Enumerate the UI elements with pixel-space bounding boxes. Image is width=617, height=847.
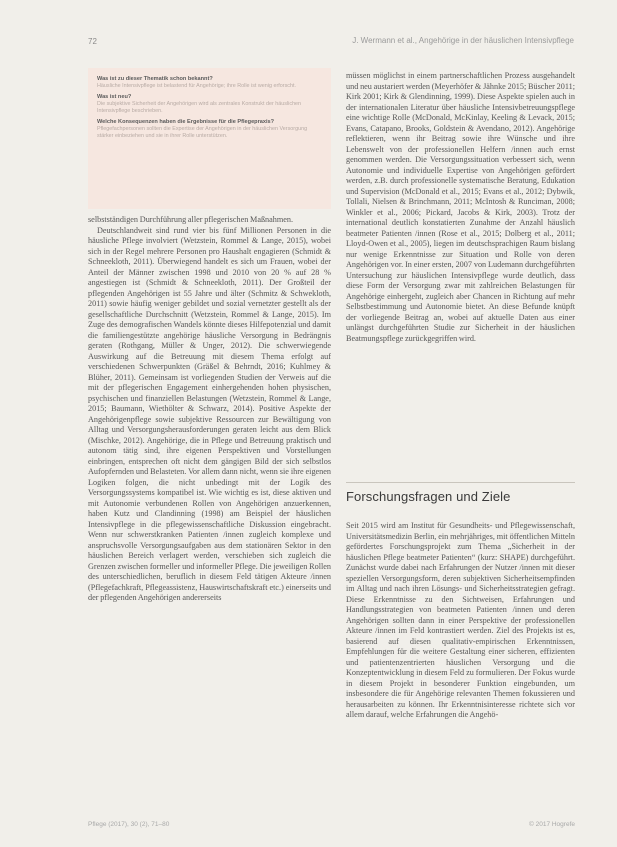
summary-infobox	[88, 68, 331, 209]
section-heading: Forschungsfragen und Ziele	[346, 489, 511, 504]
right-text-column-top	[346, 71, 575, 344]
infobox-answer: Die subjektive Sicherheit der Angehörigen wird als zentrales Konstrukt der häuslichen Intensivpflege beschrieben.	[97, 101, 302, 114]
infobox-answer: Häusliche Intensivpflege ist belastend für Angehörige; ihre Rolle ist wenig erforscht.	[97, 83, 296, 89]
body-paragraph: müssen möglichst in einem partnerschaftlichen Prozess ausgehandelt und neu austariert werden (Meyerhöfer & Jähnke 2015; Büscher 2011; Kirk 2001; Kirk & Glendinning, 1999). Diese Aspekte spielen auch in der internationalen Literatur über häusliche Intensivbetreuungspflege eine wichtige Rolle (McDonald, McKinlay, Keeling & Levack, 2015; Evans, Catapano, Brooks, Goldstein & Avendano, 2012). Angehörige reflektieren, wenn ihr Beitrag sowie ihre Wünsche und ihre Lebenswelt von der professionellen Helfern /innen auch ernst genommen werden. Die Versorgungssituation verbessert sich, wenn Autonomie und individuelle Expertise von Angehörigen gefördert werden, z.B. durch professionelle systematische Beratung, Edukation und Supervision (McDonald et al., 2015; Evans et al., 2012; Dybwik, Tollali, Nielsen & Brinchmann, 2011; McIntosh & Runciman, 2008; Winkler et al., 2006; Pickard, Jacobs & Kirk, 2003). Trotz der international deutlich konstatierten Zunahme der Anzahl häuslich beatmeter Patienten /innen (Rose et al., 2015; Dolberg et al., 2011; Lloyd-Owen et al., 2005), liegen im deutschsprachigen Raum bislang nur wenige Erkenntnisse zur Situation und Rolle von deren Angehörigen vor. In einer ersten, 2007 von Ludemann durchgeführten Untersuchung zur häuslichen Intensivpflege wurde deutlich, dass diese Form der Versorgung zwar mit zahlreichen Belastungen für Angehörige einhergeht, zugleich aber Chancen in Richtung auf mehr Selbstbestimmung und Autonomie bietet. An diese Befunde knüpft der vorliegende Beitrag an, wobei auf aktuelle Daten aus einer unlängst durchgeführten Studie zur Sicherheit in der häuslichen Beatmungspflege zurückgegriffen wird.	[346, 71, 575, 343]
left-text-column	[88, 215, 331, 604]
footer-copyright: © 2017 Hogrefe	[529, 821, 575, 828]
infobox-question: Welche Konsequenzen haben die Ergebnisse für die Pflegepraxis?	[97, 119, 275, 125]
infobox-question: Was ist neu?	[97, 94, 132, 100]
infobox-question: Was ist zu dieser Thematik schon bekannt?	[97, 76, 213, 82]
body-paragraph: selbstständigen Durchführung aller pflegerischen Maßnahmen.	[88, 215, 294, 224]
body-paragraph: Deutschlandweit sind rund vier bis fünf Millionen Personen in die häusliche Pflege involviert (Wetzstein, Rommel & Lange, 2015), wobei sich in der Regel mehrere Personen pro Haushalt engagieren (Schmidt & Schneekloth, 2011). Überwiegend handelt es sich um Frauen, wobei der Anteil der Männer zwischen 1998 und 2010 von 20 % auf 28 % angestiegen ist (Schmidt & Schneekloth, 2011). Der Großteil der pflegenden Angehörigen ist 55 Jahre und älter (Schmitz & Schwekloth, 2011) sowie häufig weniger gebildet und sozial vernetzter gestellt als der gesellschaftliche Durchschnitt (Wetzstein, Rommel & Lange, 2015). Im Zuge des demografischen Wandels könnte dieses Hilfepotenzial und damit die familiengestützte angehörige häusliche Versorgung in Bedrängnis geraten (Rothgang, Müller & Unger, 2012). Die schwerwiegende Auswirkung auf die Betreuung mit diesem Thema erfolgt auf verschiedenen Schwerpunkten (Gräßel & Behrndt, 2016; Kuhlmey & Blüher, 2011). Gemeinsam ist vorliegenden Studien der Verweis auf die mit der pflegerischen Engagement einhergehenden hohen physischen, psychischen und finanziellen Belastungen (Wetzstein, Rommel & Lange, 2015; Baumann, Wiethölter & Schwarz, 2014). Positive Aspekte der Angehörigenpflege sowie subjektive Ressourcen zur Bewältigung von Alltag und Versorgungsherausforderungen geraten leicht aus dem Blick (Mischke, 2012). Angehörige, die in Pflege und Betreuung praktisch und autonom tätig sind, ihre eigenen Perspektiven und Vorstellungen einbringen, entsprechen oft nicht dem gängigen Bild der sich selbstlos Aufopfernden und Belasteten. Vor allem dann nicht, wenn sie ihre eigenen Logiken folgen, die nicht unbedingt mit der Logik des Versorgungssystems kompatibel ist. Wie wichtig es ist, diese aktiven und mit Autonomie verbundenen Rollen von Angehörigen anzuerkennen, haben Kutz und Clandinning (1998) am Beispiel der häuslichen Intensivpflege in die pflegewissenschaftliche Diskussion eingebracht. Wenn nur schwerstkranken Patienten /innen zugleich komplexe und anspruchsvolle Versorgungsaufgaben aus dem stationären Sektor in den häuslichen Bereich verlagert werden, verschieben sich zugleich die Grenzen zwischen formeller und informeller Pflege. Die jeweiligen Rollen des unterschiedlichen, beruflich in diesem Feld tätigen Akteure /innen (Pflegefachkraft, Pflegeassistenz, Hauswirtschaftskraft etc.) einerseits und der pflegenden Angehörigen andererseits	[88, 225, 331, 602]
page-number: 72	[88, 37, 97, 46]
body-paragraph: Seit 2015 wird am Institut für Gesundheits- und Pflegewissenschaft, Universitätsmedizin Berlin, ein mehrjähriges, mit öffentlichen Mitteln gefördertes Forschungsprojekt zum Thema „Sicherheit in der häuslichen Pflege beatmeter Patienten“ (kurz: SHAPE) durchgeführt. Zunächst wurde dabei nach Erfahrungen der Nutzer /innen mit dieser speziellen Versorgungsform, deren subjektiven Sicherheitsempfinden im Alltag und nach ihren Lösungs- und Sicherheitsstrategien gefragt. Diese Erkenntnisse zu den Sichtweisen, Erfahrungen und Handlungsstrategien von beatmeten Patienten /innen und deren Angehörigen sollten dann in einer Perspektive der professionellen Akteure /innen im Feld kontrastiert werden. Ziel des Projekts ist es, basierend auf diesen qualitativ-empirischen Erkenntnissen, Empfehlungen für die weitere Gestaltung einer sicheren, effizienten und patientenzentrierten häuslichen Versorgung und die Konzeptentwicklung in diesem Feld zu formulieren. Der Fokus wurde in diesem Projekt in besonderer Funktion eingebunden, um insbesondere die für Angehörige relevanten Themen fokussieren und herausarbeiten zu können. Ihr Erkenntnisinteresse richtete sich vor allem darauf, welche Erfahrungen die Angehö-	[346, 521, 575, 719]
infobox-answer: Pflegefachpersonen sollten die Expertise der Angehörigen in der häuslichen Versorgung stärker einbeziehen und sie in ihrer Rolle unterstützen.	[97, 126, 308, 139]
footer-citation: Pflege (2017), 30 (2), 71–80	[88, 821, 170, 828]
infobox-item	[97, 76, 322, 90]
running-title: J. Wermann et al., Angehörige in der häuslichen Intensivpflege	[352, 36, 574, 45]
right-text-column-bottom	[346, 521, 575, 721]
infobox-item	[97, 94, 322, 115]
section-divider	[346, 482, 575, 483]
infobox-item	[97, 119, 322, 140]
